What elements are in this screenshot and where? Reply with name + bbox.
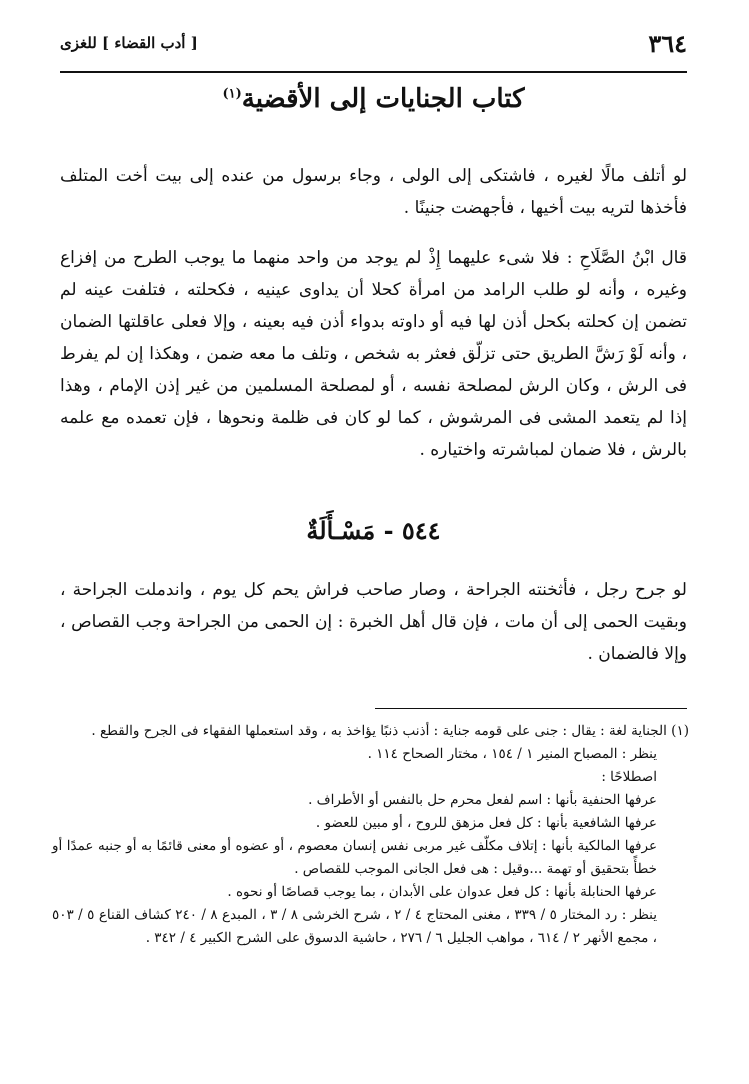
chapter-title bbox=[60, 84, 687, 114]
paragraph-1: لو أتلف مالًا لغيره ، فاشتكى إلى الولى ، وجاء برسول من عنده إلى بيت أخت المتلف فأخذها لتريه بيت أخيها ، فأجهضت جنينًا . bbox=[60, 166, 687, 218]
footnote-line: عرفها الحنابلة بأنها : كل فعل عدوان على الأبدان ، بما يوجب قصاصًا أو نحوه . bbox=[227, 884, 657, 900]
header-rule bbox=[60, 71, 687, 73]
running-header bbox=[60, 28, 687, 58]
paragraph-2: قال ابْنُ الصَّلَاحِ : فلا شىء عليهما إِذْ لم يوجد من واحد منهما ما يوجب الطرح من إفزاع وغيره ، وأنه لو طلب الرامد من امرأة كحلا أن يداوى عينيه ، فكحلته ، فتلفت عينه لم تضمن إن كحلته بكحل أذن لها فيه أو داوته بدواء أذن فيه بعينه ، وإلا فعلى عاقلتها الضمان ، وأنه لَوْ رَشَّ الطريق حتى تزلّق فعثر به شخص ، وتلف ما معه ضمن ، وهكذا إن لم يفرط فى الرش ، وكان الرش لمصلحة نفسه ، أو لمصلحة المسلمين من غير إذن الإمام ، وهذا إذا لم يتعمد المشى فى المرشوش ، كما لو كان فى ظلمة ونحوها ، فإن تعمده مع علمه بالرش ، فلا ضمان لمباشرته واختياره . bbox=[60, 248, 687, 460]
footnote-rule bbox=[375, 708, 687, 709]
footnotes bbox=[52, 720, 689, 950]
page-number: ٣٦٤ bbox=[648, 28, 687, 58]
section-paragraph: لو جرح رجل ، فأثخنته الجراحة ، وصار صاحب فراش يحم كل يوم ، واندملت الجراحة ، وبقيت الحمى إلى أن مات ، فإن قال أهل الخبرة : إن الحمى من الجراحة وجب القصاص ، وإلا فالضمان . bbox=[60, 580, 687, 664]
footnote-line: عرفها الحنفية بأنها : اسم لفعل محرم حل بالنفس أو الأطراف . bbox=[308, 792, 657, 808]
footnote-line: عرفها الشافعية بأنها : كل فعل مزهق للروح ، أو مبين للعضو . bbox=[315, 815, 657, 831]
footnote-line: عرفها المالكية بأنها : إتلاف مكلّف غير مربى نفس إنسان معصوم ، أو عضوه أو معنى قائمًا به أو جنبه عمدًا أو خطأً بتحقيق أو تهمة ...وقيل : هى فعل الجانى الموجب للقصاص . bbox=[52, 838, 657, 877]
footnote-line: ينظر : رد المختار ٥ / ٣٣٩ ، مغنى المحتاج ٤ / ٢ ، شرح الخرشى ٨ / ٣ ، المبدع ٨ / ٢٤٠ كشاف القناع ٥ / ٥٠٣ ، مجمع الأنهر ٢ / ٦١٤ ، مواهب الجليل ٦ / ٢٧٦ ، حاشية الدسوق على الشرح الكبير ٤ / ٣٤٢ . bbox=[52, 907, 658, 946]
footnote-line: اصطلاحًا : bbox=[601, 769, 657, 785]
running-title: [ أدب القضاء ] للغزى bbox=[60, 34, 198, 52]
footnote-line: (١) الجناية لغة : يقال : جنى على قومه جناية : أذنب ذنبًا يؤاخذ به ، وقد استعملها الفقهاء فى الجرح والقطع . bbox=[91, 723, 689, 739]
section-heading: ٥٤٤ - مَسْـأَلَةٌ bbox=[306, 516, 441, 545]
footnote-marker: (١) bbox=[222, 86, 242, 102]
chapter-title-text: كتاب الجنايات إلى الأقضية bbox=[241, 84, 525, 114]
footnote-line: ينظر : المصباح المنير ١ / ١٥٤ ، مختار الصحاح ١١٤ . bbox=[367, 746, 657, 762]
